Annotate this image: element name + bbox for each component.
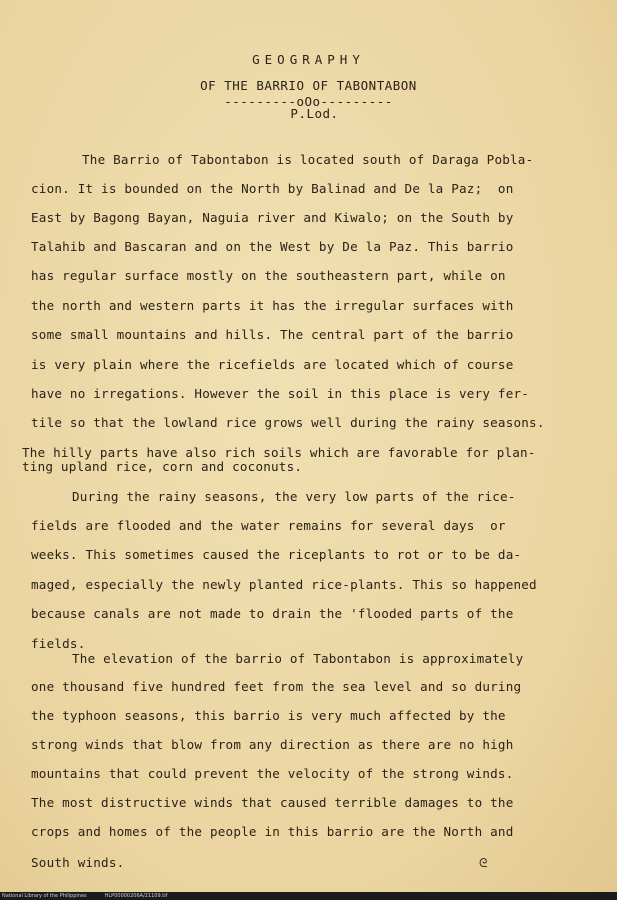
body-line: South winds. xyxy=(31,855,125,870)
body-line: The Barrio of Tabontabon is located south of Daraga Pobla- xyxy=(82,152,534,167)
body-line: ting upland rice, corn and coconuts. xyxy=(22,459,303,474)
body-line: East by Bagong Bayan, Naguia river and Kiwalo; on the South by xyxy=(31,210,514,225)
document-subtitle: OF THE BARRIO OF TABONTABON xyxy=(200,78,417,93)
body-line: During the rainy seasons, the very low parts of the rice- xyxy=(72,489,516,504)
body-line: tile so that the lowland rice grows well during the rainy seasons. xyxy=(31,415,545,430)
body-line: fields are flooded and the water remains for several days or xyxy=(31,518,506,533)
body-line: fields. xyxy=(31,636,86,651)
body-line: cion. It is bounded on the North by Balinad and De la Paz; on xyxy=(31,181,514,196)
body-line: the typhoon seasons, this barrio is very much affected by the xyxy=(31,708,506,723)
body-line: has regular surface mostly on the southeastern part, while on xyxy=(31,268,506,283)
document-title: GEOGRAPHY xyxy=(252,52,365,67)
reference-code: P.Lod. xyxy=(290,106,339,121)
body-line: The hilly parts have also rich soils which are favorable for plan- xyxy=(22,445,536,460)
body-line: strong winds that blow from any direction as there are no high xyxy=(31,737,514,752)
title-divider: ---------oOo--------- xyxy=(224,94,393,109)
body-line: The elevation of the barrio of Tabontabon is approximately xyxy=(72,651,524,666)
page-mark: ᘓ xyxy=(479,856,488,870)
body-line: because canals are not made to drain the 'flooded parts of the xyxy=(31,606,514,621)
footer-library: National Library of the Philippines xyxy=(2,893,87,899)
body-line: The most distructive winds that caused terrible damages to the xyxy=(31,795,514,810)
body-line: have no irregations. However the soil in this place is very fer- xyxy=(31,386,530,401)
body-line: is very plain where the ricefields are located which of course xyxy=(31,357,514,372)
body-line: mountains that could prevent the velocity of the strong winds. xyxy=(31,766,514,781)
body-line: weeks. This sometimes caused the riceplants to rot or to be da- xyxy=(31,547,522,562)
body-line: some small mountains and hills. The central part of the barrio xyxy=(31,327,514,342)
body-line: the north and western parts it has the irregular surfaces with xyxy=(31,298,514,313)
body-line: Talahib and Bascaran and on the West by De la Paz. This barrio xyxy=(31,239,514,254)
body-line: one thousand five hundred feet from the sea level and so during xyxy=(31,679,522,694)
archive-footer xyxy=(0,892,617,900)
body-line: crops and homes of the people in this barrio are the North and xyxy=(31,824,514,839)
footer-file: HLP00000206A/21109.tif xyxy=(104,893,168,899)
body-line: maged, especially the newly planted rice-plants. This so happened xyxy=(31,577,537,592)
